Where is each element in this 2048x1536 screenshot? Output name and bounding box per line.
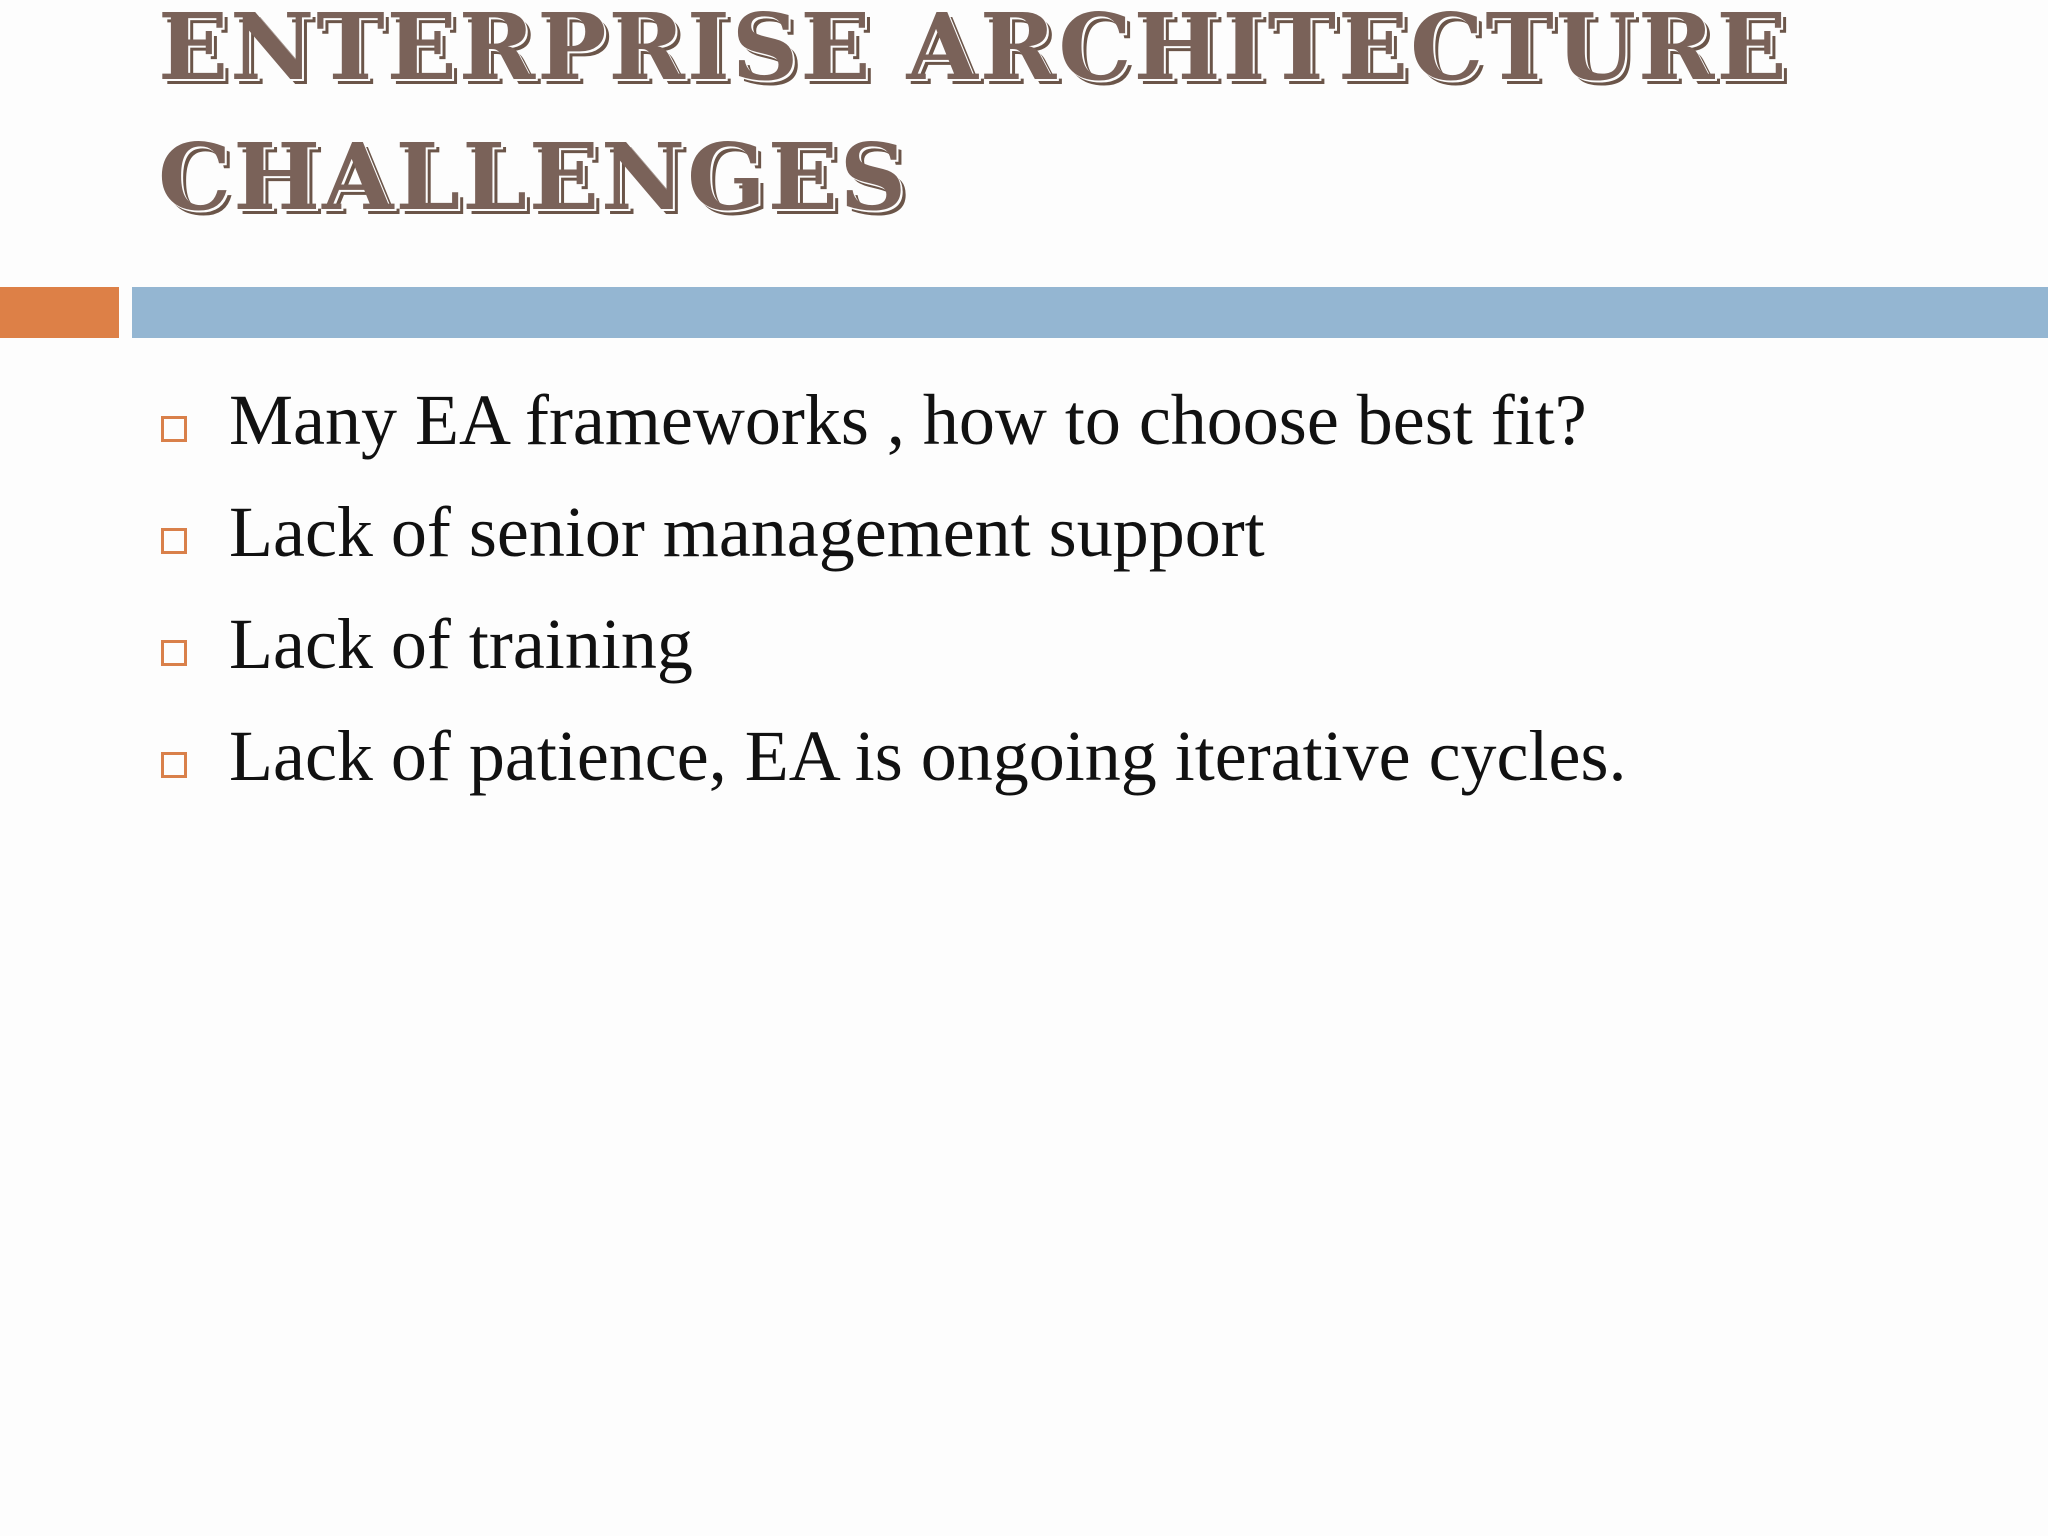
- hollow-square-icon: [161, 416, 187, 442]
- bullet-item: [0, 706, 2048, 818]
- slide-title-line-2: CHALLENGES: [158, 123, 909, 231]
- bullet-list: [0, 370, 2048, 818]
- hollow-square-icon: [161, 528, 187, 554]
- slide-title: [158, 0, 1998, 242]
- slide-title-line-1: ENTERPRISE ARCHITECTURE: [158, 0, 1789, 101]
- bullet-item: [0, 594, 2048, 706]
- bullet-text: Lack of senior management support: [229, 492, 1265, 572]
- bullet-text: Many EA frameworks , how to choose best fit?: [229, 380, 1587, 460]
- accent-bar-blue: [132, 287, 2048, 338]
- bullet-item: [0, 370, 2048, 482]
- bullet-text: Lack of training: [229, 604, 693, 684]
- bullet-text: Lack of patience, EA is ongoing iterative cycles.: [229, 716, 1627, 796]
- hollow-square-icon: [161, 640, 187, 666]
- bullet-item: [0, 482, 2048, 594]
- accent-bar-orange: [0, 287, 119, 338]
- hollow-square-icon: [161, 752, 187, 778]
